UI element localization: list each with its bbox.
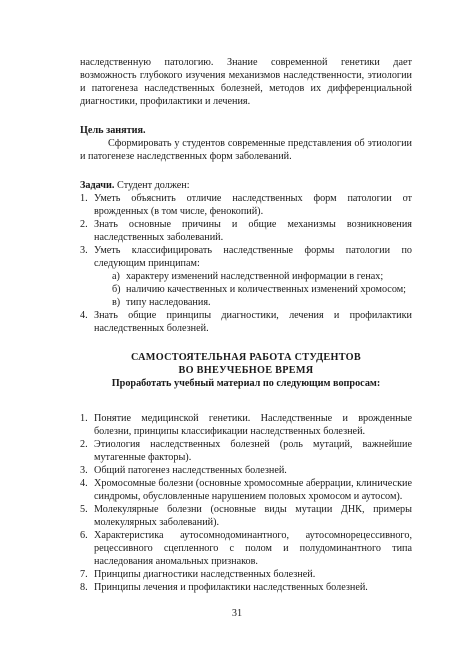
item-number: 2.: [80, 219, 88, 230]
item-text: Принципы диагностики наследственных болезней.: [94, 569, 316, 580]
sub-item-letter: в): [112, 297, 121, 308]
sub-list-item: [112, 270, 412, 283]
list-item: [80, 581, 412, 594]
intro-paragraph: наследственную патологию. Знание современной генетики дает возможность глубокого изучения механизмов наследственности, этиологии и патогенеза наследственных болезней, методов их дифференциальной диагностики, профилактики и лечения.: [80, 57, 412, 107]
sub-item-letter: а): [112, 271, 120, 282]
item-number: 5.: [80, 504, 88, 515]
list-item: [80, 529, 412, 568]
item-number: 1.: [80, 413, 88, 424]
tasks-list: [80, 192, 412, 335]
list-item: [80, 412, 412, 438]
item-number: 4.: [80, 310, 88, 321]
item-text: Знать общие принципы диагностики, лечения и профилактики наследственных болезней.: [94, 310, 412, 334]
goal-text: Сформировать у студентов современные представления об этиологии и патогенезе наследственных форм заболеваний.: [80, 138, 412, 162]
page-content: [80, 56, 412, 594]
tasks-label: Задачи.: [80, 180, 115, 191]
item-number: 2.: [80, 439, 88, 450]
questions-list: [80, 412, 412, 594]
list-item: [80, 464, 412, 477]
item-number: 6.: [80, 530, 88, 541]
item-text: Понятие медицинской генетики. Наследственные и врожденные болезни, принципы классификации наследственных болезней.: [94, 413, 412, 437]
item-text: Уметь объяснить отличие наследственных форм патологии от врожденных (в том числе, фенокопий).: [94, 193, 412, 217]
item-number: 7.: [80, 569, 88, 580]
list-item: [80, 438, 412, 464]
spacer: [80, 390, 412, 412]
sub-item-letter: б): [112, 284, 121, 295]
section-title-line2: ВО ВНЕУЧЕБНОЕ ВРЕМЯ: [178, 365, 314, 376]
tasks-intro: Студент должен:: [114, 180, 190, 191]
item-text: Уметь классифицировать наследственные формы патологии по следующим принципам:: [94, 245, 412, 269]
list-item: [80, 568, 412, 581]
list-item: [80, 192, 412, 218]
item-number: 1.: [80, 193, 88, 204]
sub-list-item: [112, 296, 412, 309]
tasks-intro-line: [80, 179, 412, 192]
sub-item-text: характеру изменений наследственной информации в генах;: [126, 271, 384, 282]
list-item: [80, 503, 412, 529]
section-subtitle: Проработать учебный материал по следующим вопросам:: [111, 378, 381, 389]
spacer: [80, 335, 412, 351]
item-number: 4.: [80, 478, 88, 489]
item-text: Знать основные причины и общие механизмы возникновения наследственных заболеваний.: [94, 219, 412, 243]
sub-item-text: наличию качественных и количественных изменений хромосом;: [126, 284, 406, 295]
sub-list-item: [112, 283, 412, 296]
goal-heading: Цель занятия.: [80, 125, 146, 136]
item-text: Общий патогенез наследственных болезней.: [94, 465, 287, 476]
sub-item-text: типу наследования.: [126, 297, 211, 308]
page-number: 31: [231, 608, 243, 619]
spacer: [80, 108, 412, 124]
list-item: [80, 218, 412, 244]
list-item: [80, 309, 412, 335]
item-number: 3.: [80, 245, 88, 256]
list-item: [80, 477, 412, 503]
item-number: 8.: [80, 582, 88, 593]
item-number: 3.: [80, 465, 88, 476]
item-text: Молекулярные болезни (основные виды мутации ДНК, примеры молекулярных заболеваний).: [94, 504, 412, 528]
item-text: Принципы лечения и профилактики наследственных болезней.: [94, 582, 368, 593]
list-item: [80, 244, 412, 270]
item-text: Хромосомные болезни (основные хромосомные аберрации, клинические синдромы, обусловленные нарушением половых хромосом и аутосом).: [94, 478, 412, 502]
item-text: Этиология наследственных болезней (роль мутаций, важнейшие мутагенные факторы).: [94, 439, 412, 463]
section-title-line1: САМОСТОЯТЕЛЬНАЯ РАБОТА СТУДЕНТОВ: [131, 352, 361, 363]
item-text: Характеристика аутосомнодоминантного, аутосомнорецессивного, рецессивного сцепленного с полом и полудоминантного типа наследования аномальных признаков.: [94, 530, 412, 567]
spacer: [80, 163, 412, 179]
